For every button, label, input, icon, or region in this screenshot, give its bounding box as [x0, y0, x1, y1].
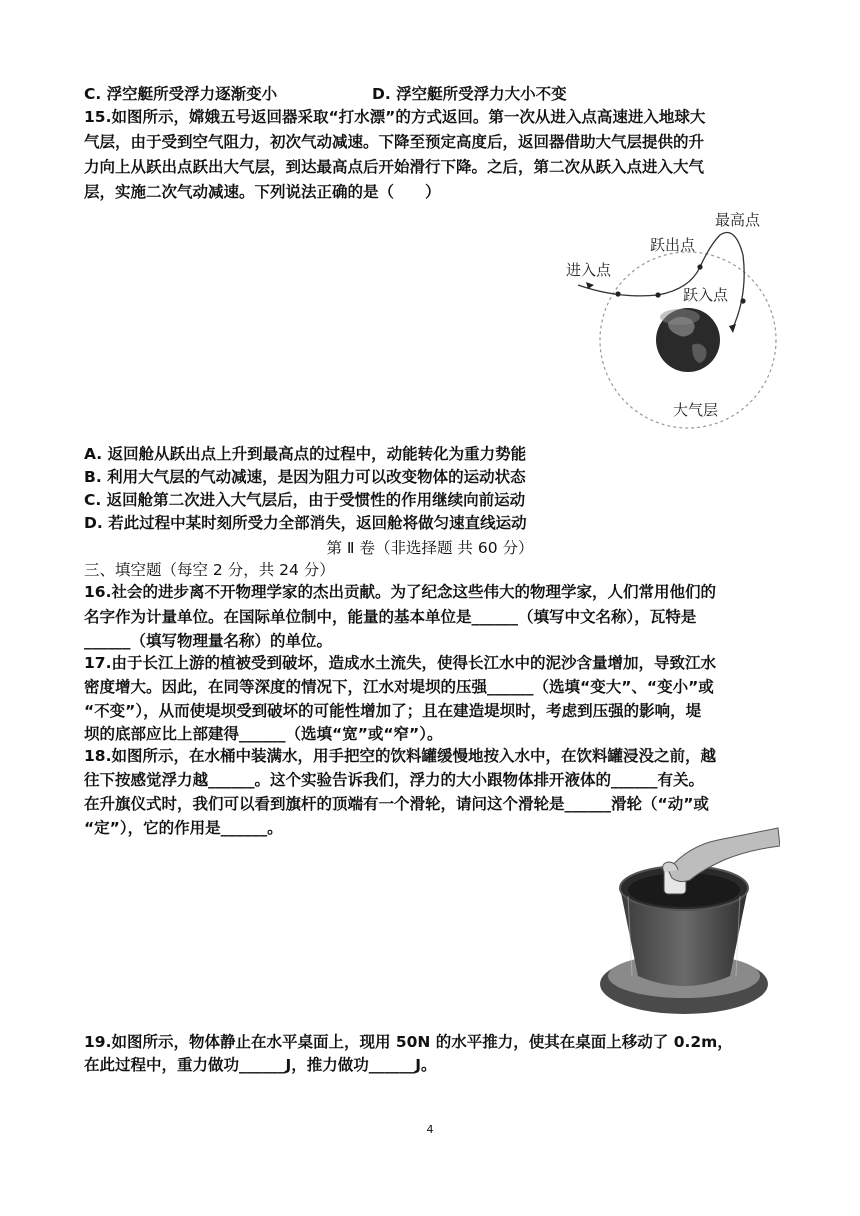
- bucket-experiment-figure: [598, 826, 780, 1022]
- question-15-line: 15.如图所示，嫦娥五号返回器采取“打水漂”的方式返回。第一次从进入点高速进入地球大: [84, 108, 706, 126]
- option-15-c: C. 返回舱第二次进入大气层后，由于受惯性的作用继续向前运动: [84, 491, 526, 509]
- question-18-line: 在升旗仪式时，我们可以看到旗杆的顶端有一个滑轮，请问这个滑轮是______滑轮（“动”或: [84, 795, 709, 813]
- question-15-line: 气层，由于受到空气阻力，初次气动减速。下降至预定高度后，返回器借助大气层提供的升: [84, 133, 705, 151]
- question-17-line: 坝的底部应比上部建得______（选填“宽”或“窄”）。: [84, 725, 443, 743]
- option-15-d: D. 若此过程中某时刻所受力全部消失，返回舱将做匀速直线运动: [84, 514, 527, 532]
- label-highest-point: 最高点: [715, 211, 761, 229]
- label-atmosphere: 大气层: [673, 401, 719, 419]
- label-entry-point: 进入点: [566, 261, 612, 279]
- question-17-line: “不变”），从而使堤坝受到破坏的可能性增加了；且在建造堤坝时，考虑到压强的影响，堤: [84, 702, 702, 720]
- volume-title: 第 Ⅱ 卷（非选择题 共 60 分）: [326, 539, 534, 557]
- option-14-d: D. 浮空艇所受浮力大小不变: [372, 85, 567, 103]
- question-16-line: 名字作为计量单位。在国际单位制中，能量的基本单位是______（填写中文名称），瓦特是: [84, 608, 697, 626]
- label-exit-point: 跃出点: [650, 236, 696, 254]
- question-15-line: 力向上从跃出点跃出大气层，到达最高点后开始滑行下降。之后，第二次从跃入点进入大气: [84, 158, 705, 176]
- question-16-line: 16.社会的进步离不开物理学家的杰出贡献。为了纪念这些伟大的物理学家，人们常用他们的: [84, 583, 716, 601]
- label-reentry-point: 跃入点: [683, 286, 729, 304]
- question-16-line: ______（填写物理量名称）的单位。: [84, 632, 333, 650]
- question-18-line: 往下按感觉浮力越______。这个实验告诉我们，浮力的大小跟物体排开液体的______有关。: [84, 771, 705, 789]
- option-14-c: C. 浮空艇所受浮力逐渐变小: [84, 85, 278, 103]
- option-15-a: A. 返回舱从跃出点上升到最高点的过程中，动能转化为重力势能: [84, 445, 527, 463]
- question-15-line: 层，实施二次气动减速。下列说法正确的是（ ）: [84, 183, 441, 201]
- page-number: 4: [426, 1123, 434, 1136]
- question-19-line: 在此过程中，重力做功______J，推力做功______J。: [84, 1056, 437, 1074]
- section-title: 三、填空题（每空 2 分，共 24 分）: [84, 561, 335, 579]
- question-18-line: 18.如图所示，在水桶中装满水，用手把空的饮料罐缓慢地按入水中，在饮料罐浸没之前，越: [84, 747, 716, 765]
- question-17-line: 密度增大。因此，在同等深度的情况下，江水对堤坝的压强______（选填“变大”、“变小”或: [84, 678, 714, 696]
- question-19-line: 19.如图所示，物体静止在水平桌面上，现用 50N 的水平推力，使其在桌面上移动了 0.2m，: [84, 1033, 733, 1051]
- option-15-b: B. 利用大气层的气动减速，是因为阻力可以改变物体的运动状态: [84, 468, 526, 486]
- question-18-line: “定”），它的作用是______。: [84, 819, 283, 837]
- question-17-line: 17.由于长江上游的植被受到破坏，造成水土流失，使得长江水中的泥沙含量增加，导致江水: [84, 654, 716, 672]
- reentry-trajectory-figure: [560, 205, 780, 440]
